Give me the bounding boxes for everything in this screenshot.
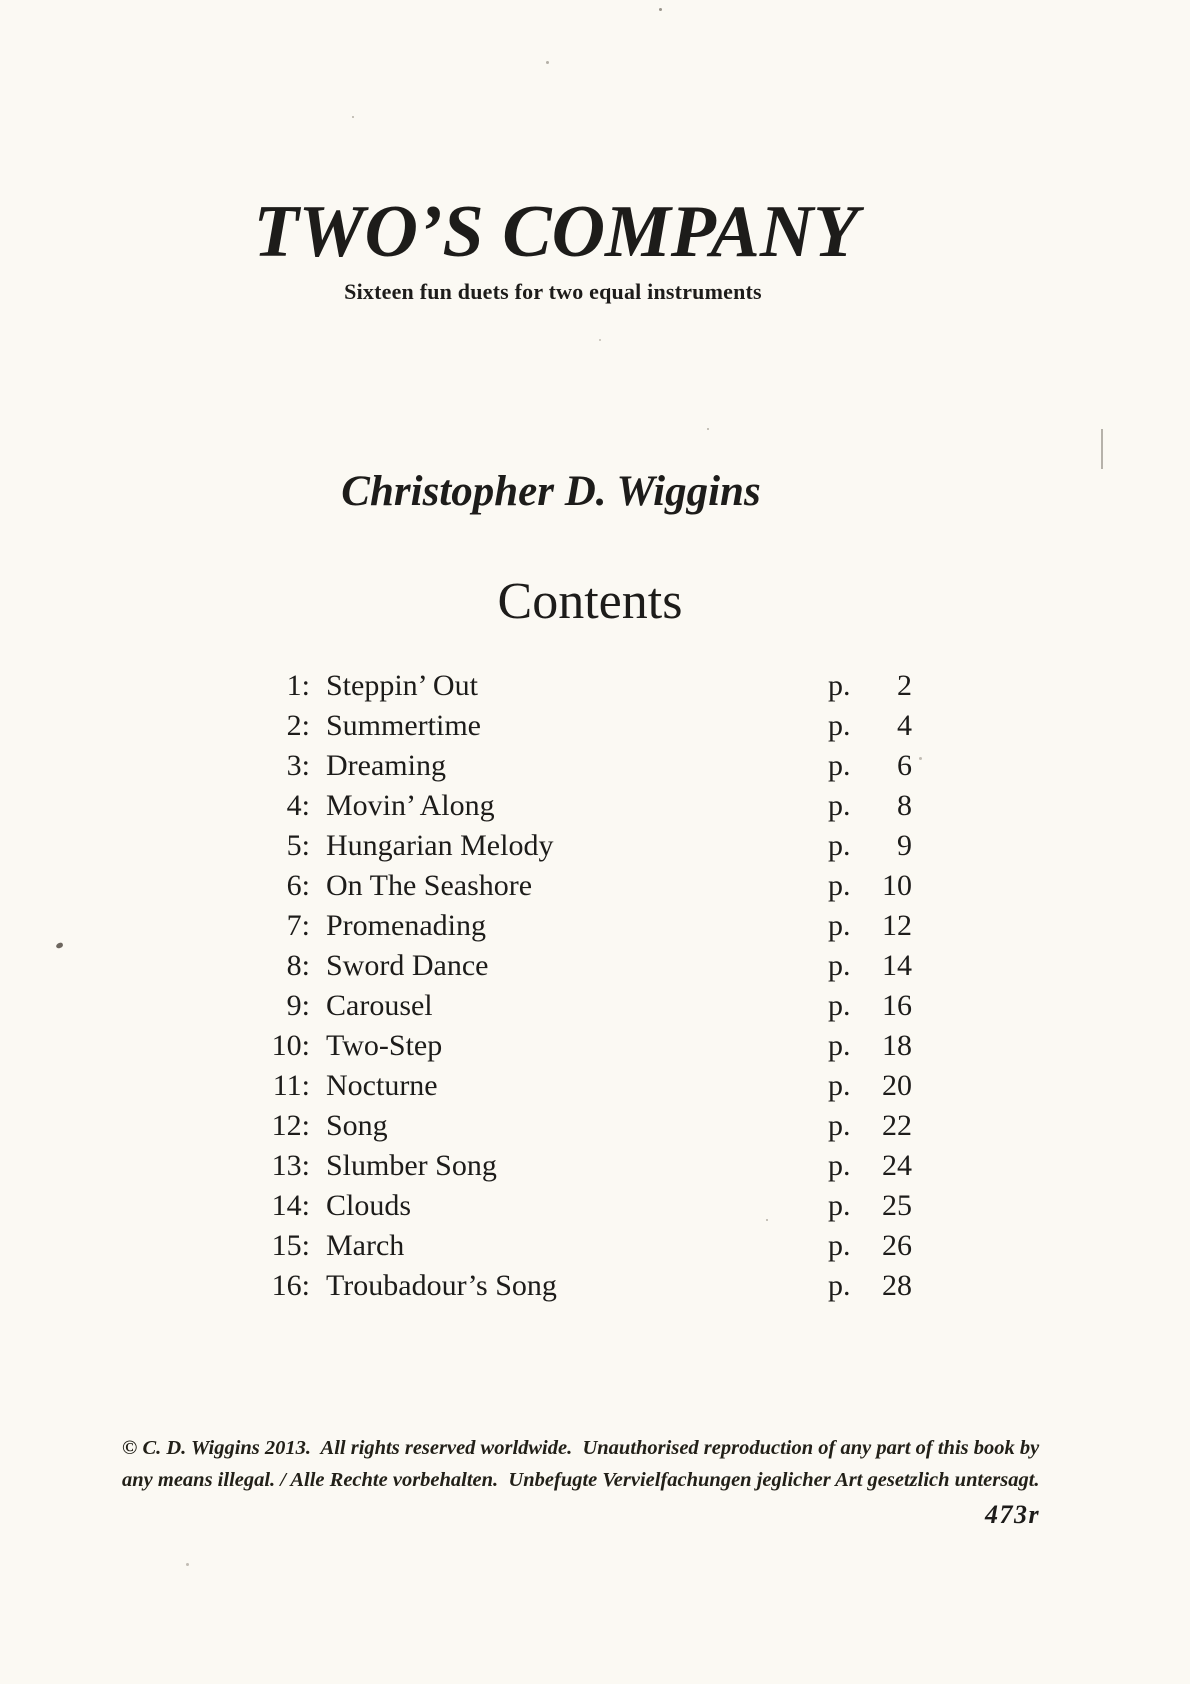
contents-item-page-ref — [828, 906, 912, 946]
contents-item-number: 11: — [272, 1069, 310, 1102]
contents-item-page-ref — [828, 946, 912, 986]
contents-row — [258, 866, 912, 906]
contents-item-number: 5: — [286, 829, 310, 862]
contents-item-number: 2: — [286, 709, 310, 742]
page-abbrev: p. — [828, 1189, 851, 1222]
contents-item-page-ref — [828, 1186, 912, 1226]
contents-item-number: 16: — [271, 1269, 310, 1302]
contents-item-title: Movin’ Along — [326, 789, 495, 822]
contents-item-title: March — [326, 1229, 405, 1262]
book-title: TWO’S COMPANY — [253, 191, 859, 273]
page-abbrev: p. — [828, 1149, 851, 1182]
contents-item-page-ref — [828, 666, 912, 706]
contents-item-page-number: 26 — [882, 1229, 912, 1262]
contents-item-page-number: 28 — [882, 1269, 912, 1302]
contents-item-page-number: 24 — [882, 1149, 912, 1182]
contents-item-title: Two-Step — [326, 1029, 443, 1062]
scan-artifact-speck — [186, 1563, 189, 1566]
contents-item-number: 7: — [286, 909, 310, 942]
contents-item-number: 1: — [286, 669, 310, 702]
contents-item-page-number: 22 — [882, 1109, 912, 1142]
contents-item-title: Hungarian Melody — [326, 829, 554, 862]
page-abbrev: p. — [828, 1029, 851, 1062]
page-abbrev: p. — [828, 1109, 851, 1142]
plate-number: 473r — [985, 1500, 1041, 1529]
contents-row — [258, 706, 912, 746]
page-abbrev: p. — [828, 909, 851, 942]
contents-item-title: Troubadour’s Song — [326, 1269, 557, 1302]
contents-row — [258, 666, 912, 706]
page-abbrev: p. — [828, 669, 851, 702]
contents-item-number: 3: — [286, 749, 310, 782]
contents-row — [258, 746, 912, 786]
contents-item-page-number: 8 — [897, 789, 912, 822]
contents-item-page-ref — [828, 1226, 912, 1266]
contents-item-page-number: 14 — [882, 949, 912, 982]
contents-item-page-ref — [828, 826, 912, 866]
contents-row — [258, 1186, 912, 1226]
author-name: Christopher D. Wiggins — [341, 468, 761, 515]
contents-heading: Contents — [497, 573, 683, 630]
contents-item-number: 9: — [286, 989, 310, 1022]
contents-item-title: Nocturne — [326, 1069, 438, 1102]
contents-item-page-number: 9 — [897, 829, 912, 862]
contents-item-page-number: 18 — [882, 1029, 912, 1062]
contents-row — [258, 1026, 912, 1066]
contents-item-page-ref — [828, 706, 912, 746]
page-abbrev: p. — [828, 829, 851, 862]
contents-item-title: Slumber Song — [326, 1149, 497, 1182]
contents-row — [258, 1146, 912, 1186]
copyright-line-2: any means illegal. / Alle Rechte vorbehalten. Unbefugte Vervielfachungen jeglicher Art gesetzlich untersagt. — [122, 1469, 1040, 1491]
contents-item-page-ref — [828, 1106, 912, 1146]
scan-artifact-speck — [55, 942, 63, 949]
contents-item-number: 15: — [271, 1229, 310, 1262]
contents-item-title: Promenading — [326, 909, 486, 942]
contents-item-title: Sword Dance — [326, 949, 489, 982]
contents-item-number: 4: — [286, 789, 310, 822]
contents-item-number: 14: — [271, 1189, 310, 1222]
contents-item-page-number: 12 — [882, 909, 912, 942]
page-abbrev: p. — [828, 1269, 851, 1302]
contents-item-number: 12: — [271, 1109, 310, 1142]
scan-artifact-speck — [352, 116, 354, 118]
page-abbrev: p. — [828, 1069, 851, 1102]
contents-row — [258, 1226, 912, 1266]
contents-item-title: Dreaming — [326, 749, 446, 782]
page-abbrev: p. — [828, 749, 851, 782]
contents-item-page-ref — [828, 986, 912, 1026]
contents-row — [258, 986, 912, 1026]
page-abbrev: p. — [828, 869, 851, 902]
contents-item-page-ref — [828, 786, 912, 826]
contents-item-number: 10: — [271, 1029, 310, 1062]
contents-item-page-ref — [828, 1026, 912, 1066]
book-subtitle: Sixteen fun duets for two equal instruments — [344, 279, 762, 304]
contents-row — [258, 1106, 912, 1146]
contents-item-title: On The Seashore — [326, 869, 533, 902]
scan-artifact-line — [1101, 429, 1103, 469]
contents-item-page-number: 16 — [882, 989, 912, 1022]
contents-item-page-ref — [828, 866, 912, 906]
contents-row — [258, 906, 912, 946]
contents-item-page-number: 10 — [882, 869, 912, 902]
contents-row — [258, 826, 912, 866]
contents-item-page-number: 20 — [882, 1069, 912, 1102]
contents-item-page-ref — [828, 746, 912, 786]
contents-item-page-ref — [828, 1146, 912, 1186]
contents-item-page-ref — [828, 1066, 912, 1106]
scan-artifact-speck — [919, 757, 922, 760]
contents-item-number: 6: — [286, 869, 310, 902]
contents-item-number: 13: — [271, 1149, 310, 1182]
page-abbrev: p. — [828, 1229, 851, 1262]
scan-artifact-speck — [599, 339, 601, 341]
contents-item-title: Carousel — [326, 989, 433, 1022]
page-abbrev: p. — [828, 789, 851, 822]
contents-item-number: 8: — [286, 949, 310, 982]
scan-artifact-speck — [546, 61, 549, 64]
contents-item-title: Clouds — [326, 1189, 412, 1222]
page-abbrev: p. — [828, 709, 851, 742]
contents-list — [258, 666, 912, 1306]
scan-artifact-speck — [707, 428, 709, 430]
page-abbrev: p. — [828, 989, 851, 1022]
copyright-line-1: © C. D. Wiggins 2013. All rights reserved worldwide. Unauthorised reproduction of any part of this book by — [122, 1437, 1040, 1459]
contents-row — [258, 946, 912, 986]
contents-item-page-number: 4 — [897, 709, 912, 742]
contents-item-page-ref — [828, 1266, 912, 1306]
contents-row — [258, 1266, 912, 1306]
page-abbrev: p. — [828, 949, 851, 982]
contents-item-title: Summertime — [326, 709, 481, 742]
contents-item-title: Song — [326, 1109, 388, 1142]
contents-item-page-number: 6 — [897, 749, 912, 782]
scan-artifact-speck — [659, 8, 662, 11]
contents-row — [258, 786, 912, 826]
contents-item-page-number: 25 — [882, 1189, 912, 1222]
contents-row — [258, 1066, 912, 1106]
contents-item-page-number: 2 — [897, 669, 912, 702]
contents-item-title: Steppin’ Out — [326, 669, 478, 702]
